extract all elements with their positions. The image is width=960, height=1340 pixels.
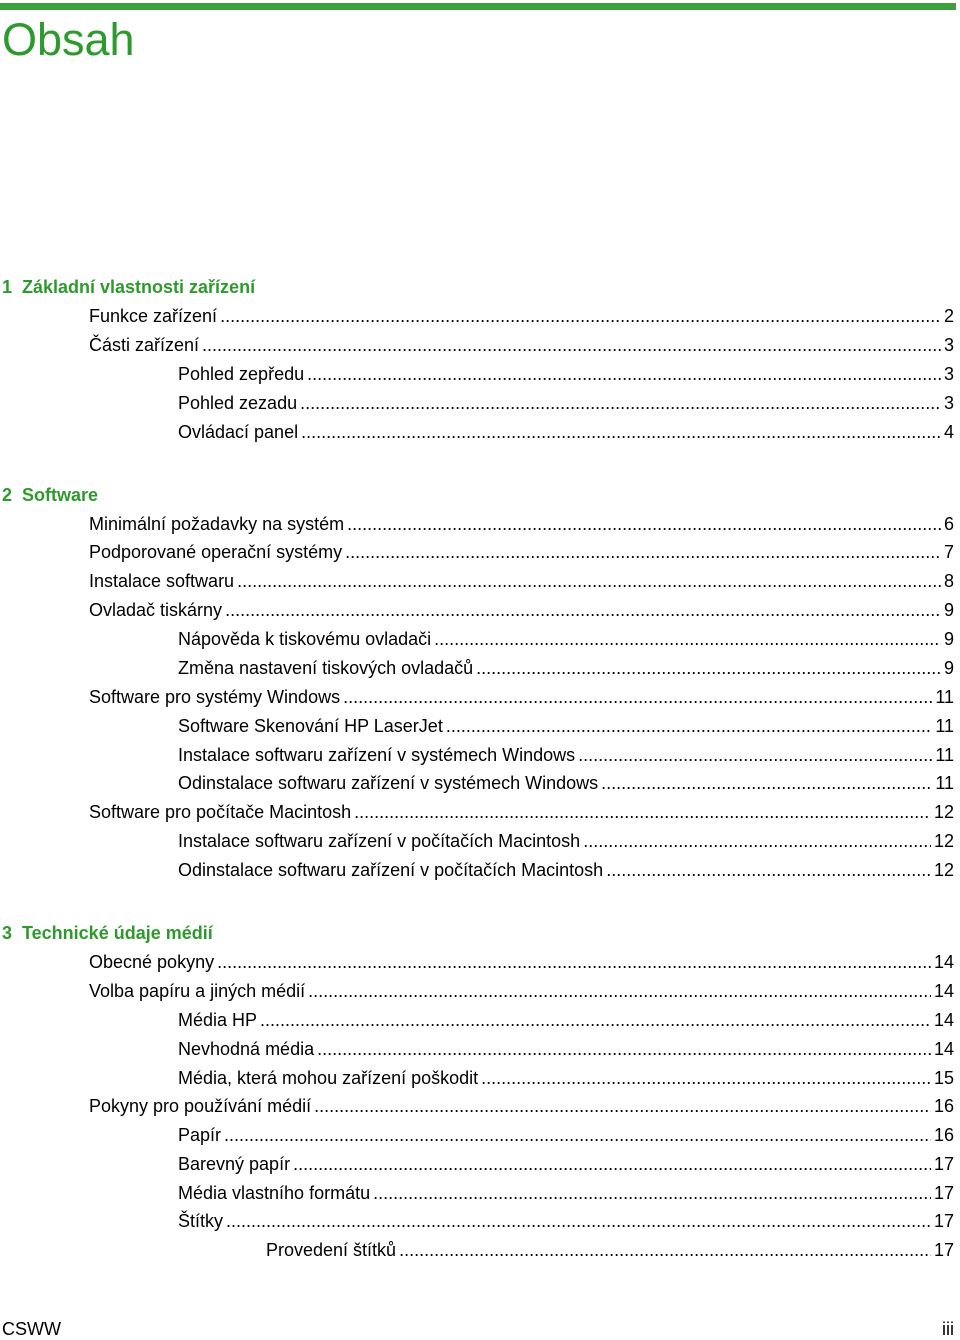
dot-leader xyxy=(345,541,941,563)
toc-entry-page: 14 xyxy=(933,952,954,972)
dot-leader xyxy=(481,1067,931,1089)
toc-entry[interactable] xyxy=(178,421,954,443)
toc-entry-page: 2 xyxy=(943,306,954,326)
chapter-title: Software xyxy=(22,485,99,505)
toc-entry-page: 9 xyxy=(943,658,954,678)
page-title: Obsah xyxy=(2,14,135,65)
dot-leader xyxy=(220,305,941,327)
toc-entry[interactable] xyxy=(266,1239,954,1261)
toc-entry-label: Podporované operační systémy xyxy=(89,542,343,562)
chapter-number: 2 xyxy=(2,485,13,505)
dot-leader xyxy=(293,1153,931,1175)
chapter-number: 1 xyxy=(2,277,13,297)
dot-leader xyxy=(226,1210,931,1232)
toc-entry[interactable] xyxy=(89,801,954,823)
toc-entry[interactable] xyxy=(178,392,954,414)
dot-leader xyxy=(399,1239,931,1261)
toc-chapter-1[interactable] xyxy=(2,276,255,298)
toc-entry-page: 11 xyxy=(935,716,954,736)
toc-entry-label: Média, která mohou zařízení poškodit xyxy=(178,1068,479,1088)
toc-entry[interactable] xyxy=(89,1095,954,1117)
toc-entry-page: 3 xyxy=(943,393,954,413)
toc-entry-label: Štítky xyxy=(178,1211,224,1231)
toc-entry-label: Nápověda k tiskovému ovladači xyxy=(178,629,432,649)
toc-entry-label: Pohled zezadu xyxy=(178,393,298,413)
toc-entry-label: Papír xyxy=(178,1125,222,1145)
toc-entry-label: Volba papíru a jiných médií xyxy=(89,981,306,1001)
toc-entry-label: Odinstalace softwaru zařízení v počítačích Macintosh xyxy=(178,860,604,880)
toc-entry[interactable] xyxy=(178,1038,954,1060)
toc-entry[interactable] xyxy=(178,628,954,650)
toc-entry-label: Instalace softwaru zařízení v systémech Windows xyxy=(178,745,576,765)
dot-leader xyxy=(583,830,931,852)
dot-leader xyxy=(373,1182,931,1204)
toc-chapter-3[interactable] xyxy=(2,922,213,944)
dot-leader xyxy=(260,1009,931,1031)
toc-entry-label: Barevný papír xyxy=(178,1154,291,1174)
toc-entry[interactable] xyxy=(178,744,954,766)
toc-entry-page: 4 xyxy=(943,422,954,442)
toc-entry-page: 17 xyxy=(933,1240,954,1260)
toc-entry-label: Instalace softwaru zařízení v počítačích Macintosh xyxy=(178,831,581,851)
toc-entry-label: Pokyny pro používání médií xyxy=(89,1096,312,1116)
dot-leader xyxy=(317,1038,931,1060)
toc-entry[interactable] xyxy=(178,1153,954,1175)
toc-entry[interactable] xyxy=(89,951,954,973)
toc-entry-page: 6 xyxy=(943,514,954,534)
toc-entry-page: 3 xyxy=(943,335,954,355)
dot-leader xyxy=(307,363,941,385)
toc-entry-label: Změna nastavení tiskových ovladačů xyxy=(178,658,474,678)
footer-page-number: iii xyxy=(942,1319,954,1339)
toc-entry-page: 16 xyxy=(933,1096,954,1116)
toc-entry[interactable] xyxy=(178,772,954,794)
toc-entry-page: 12 xyxy=(933,860,954,880)
toc-entry-label: Funkce zařízení xyxy=(89,306,218,326)
toc-entry-page: 14 xyxy=(933,981,954,1001)
toc-entry-label: Software pro počítače Macintosh xyxy=(89,802,352,822)
toc-entry[interactable] xyxy=(89,541,954,563)
dot-leader xyxy=(343,686,932,708)
toc-entry-page: 8 xyxy=(943,571,954,591)
toc-entry[interactable] xyxy=(178,715,954,737)
dot-leader xyxy=(217,951,931,973)
toc-entry-page: 9 xyxy=(943,629,954,649)
dot-leader xyxy=(237,570,941,592)
toc-entry[interactable] xyxy=(178,1210,954,1232)
dot-leader xyxy=(606,859,931,881)
toc-entry[interactable] xyxy=(89,980,954,1002)
toc-entry[interactable] xyxy=(178,363,954,385)
toc-entry-page: 16 xyxy=(933,1125,954,1145)
toc-entry[interactable] xyxy=(89,570,954,592)
toc-entry-label: Software Skenování HP LaserJet xyxy=(178,716,443,736)
dot-leader xyxy=(476,657,941,679)
toc-entry-page: 17 xyxy=(933,1211,954,1231)
toc-entry-label: Ovládací panel xyxy=(178,422,299,442)
toc-entry-label: Odinstalace softwaru zařízení v systémech Windows xyxy=(178,773,599,793)
dot-leader xyxy=(446,715,932,737)
toc-entry-page: 11 xyxy=(935,745,954,765)
toc-chapter-2[interactable] xyxy=(2,484,98,506)
toc-entry[interactable] xyxy=(89,334,954,356)
toc-entry-page: 14 xyxy=(933,1010,954,1030)
toc-entry[interactable] xyxy=(178,657,954,679)
dot-leader xyxy=(347,513,941,535)
toc-entry-label: Pohled zepředu xyxy=(178,364,305,384)
dot-leader xyxy=(308,980,931,1002)
toc-entry-label: Části zařízení xyxy=(89,335,200,355)
toc-entry-page: 9 xyxy=(943,600,954,620)
toc-entry[interactable] xyxy=(178,1067,954,1089)
dot-leader xyxy=(354,801,931,823)
dot-leader xyxy=(434,628,941,650)
dot-leader xyxy=(578,744,932,766)
toc-entry-label: Média vlastního formátu xyxy=(178,1183,371,1203)
toc-entry[interactable] xyxy=(178,1182,954,1204)
toc-entry-page: 11 xyxy=(935,687,954,707)
header-rule xyxy=(0,3,956,10)
dot-leader xyxy=(601,772,932,794)
toc-entry[interactable] xyxy=(178,1124,954,1146)
toc-entry-label: Provedení štítků xyxy=(266,1240,397,1260)
toc-entry-page: 12 xyxy=(933,831,954,851)
toc-entry[interactable] xyxy=(89,686,954,708)
toc-entry-label: Instalace softwaru xyxy=(89,571,235,591)
toc-entry[interactable] xyxy=(89,513,954,535)
toc-entry-page: 15 xyxy=(933,1068,954,1088)
toc-entry-label: Software pro systémy Windows xyxy=(89,687,341,707)
footer-doc-code: CSWW xyxy=(2,1319,61,1339)
dot-leader xyxy=(225,599,941,621)
toc-entry[interactable] xyxy=(89,599,954,621)
dot-leader xyxy=(224,1124,931,1146)
toc-entry-page: 11 xyxy=(935,773,954,793)
chapter-title: Technické údaje médií xyxy=(22,923,213,943)
toc-entry-label: Obecné pokyny xyxy=(89,952,215,972)
toc-entry-page: 17 xyxy=(933,1183,954,1203)
toc-entry-label: Média HP xyxy=(178,1010,258,1030)
toc-entry-page: 17 xyxy=(933,1154,954,1174)
toc-entry[interactable] xyxy=(178,1009,954,1031)
toc-entry[interactable] xyxy=(89,305,954,327)
chapter-number: 3 xyxy=(2,923,13,943)
toc-entry[interactable] xyxy=(178,859,954,881)
toc-entry-page: 12 xyxy=(933,802,954,822)
toc-entry-page: 14 xyxy=(933,1039,954,1059)
dot-leader xyxy=(300,392,941,414)
toc-entry-label: Minimální požadavky na systém xyxy=(89,514,345,534)
toc-entry[interactable] xyxy=(178,830,954,852)
dot-leader xyxy=(202,334,941,356)
toc-entry-label: Nevhodná média xyxy=(178,1039,315,1059)
dot-leader xyxy=(301,421,941,443)
toc-entry-label: Ovladač tiskárny xyxy=(89,600,223,620)
chapter-title: Základní vlastnosti zařízení xyxy=(22,277,256,297)
dot-leader xyxy=(314,1095,931,1117)
toc-entry-page: 7 xyxy=(943,542,954,562)
toc-entry-page: 3 xyxy=(943,364,954,384)
